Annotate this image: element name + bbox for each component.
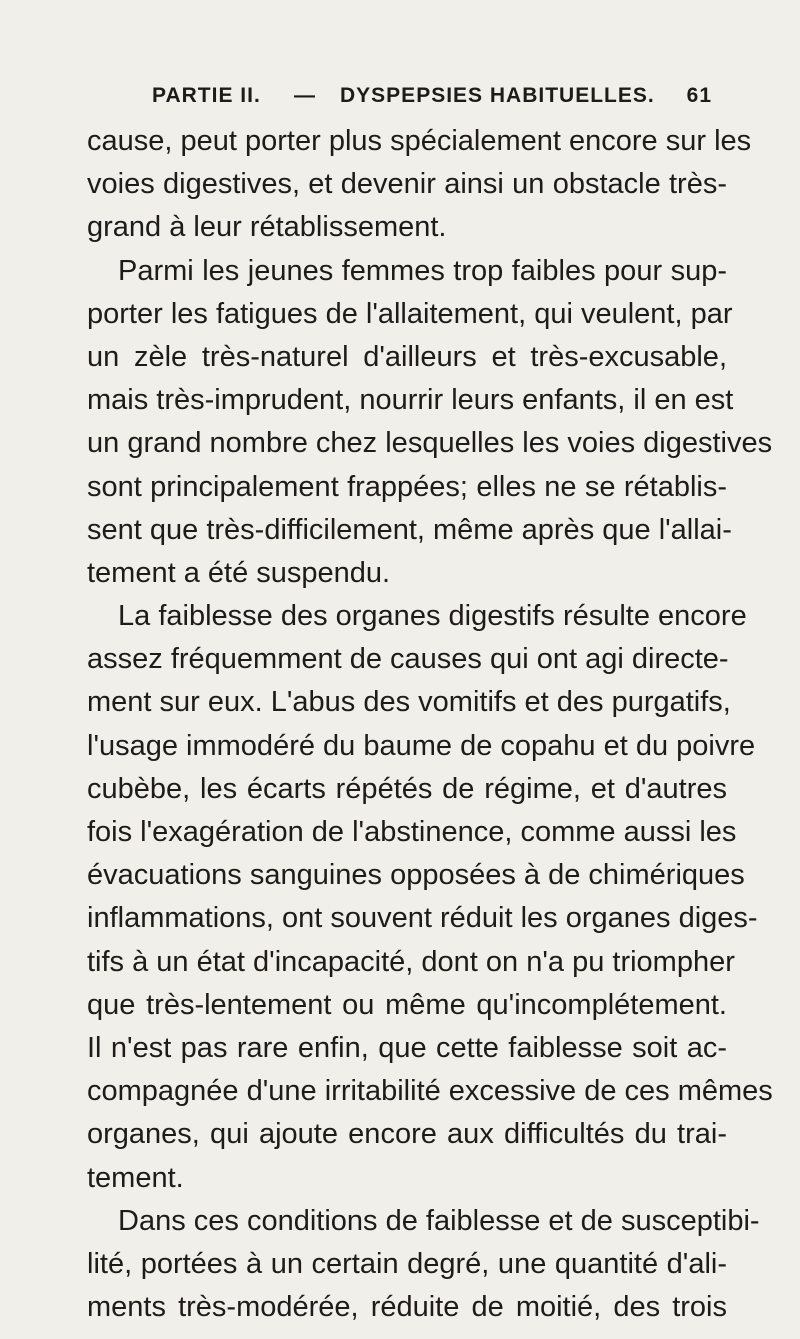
text-line: un zèle très-naturel d'ailleurs et très-excusable, bbox=[87, 340, 727, 373]
text-line: assez fréquemment de causes qui ont agi directe- bbox=[87, 643, 729, 676]
text-line: tement a été suspendu. bbox=[87, 556, 391, 589]
text-line: ments très-modérée, réduite de moitié, des trois bbox=[87, 1291, 727, 1324]
text-line: voies digestives, et devenir ainsi un obstacle très- bbox=[87, 168, 727, 201]
text-line: sent que très-difficilement, même après que l'allai- bbox=[87, 513, 732, 546]
text-line: compagnée d'une irritabilité excessive de ces mêmes bbox=[87, 1075, 773, 1108]
running-head bbox=[152, 84, 712, 118]
text-line: Il n'est pas rare enfin, que cette faiblesse soit ac- bbox=[87, 1031, 727, 1064]
text-line: que très-lentement ou même qu'incomplétement. bbox=[87, 988, 727, 1021]
text-line: ment sur eux. L'abus des vomitifs et des purgatifs, bbox=[87, 686, 731, 719]
text-line: tement. bbox=[87, 1161, 184, 1194]
text-line: Dans ces conditions de faiblesse et de susceptibi- bbox=[118, 1204, 760, 1237]
text-line: lité, portées à un certain degré, une quantité d'ali- bbox=[87, 1247, 727, 1280]
text-line: tifs à un état d'incapacité, dont on n'a pu triompher bbox=[87, 945, 735, 978]
text-line: inflammations, ont souvent réduit les organes diges- bbox=[87, 902, 758, 935]
part-label: PARTIE II. bbox=[152, 84, 261, 107]
text-line: l'usage immodéré du baume de copahu et du poivre bbox=[87, 729, 756, 762]
text-line: sont principalement frappées; elles ne se rétablis- bbox=[87, 470, 727, 503]
text-line: Parmi les jeunes femmes trop faibles pour sup- bbox=[118, 254, 727, 287]
text-line: évacuations sanguines opposées à de chimériques bbox=[87, 859, 745, 892]
header-dash: — bbox=[294, 84, 316, 107]
body-text bbox=[87, 120, 773, 1329]
text-line: porter les fatigues de l'allaitement, qui veulent, par bbox=[87, 297, 733, 330]
text-line: La faiblesse des organes digestifs résulte encore bbox=[118, 600, 747, 633]
chapter-title: DYSPEPSIES HABITUELLES. bbox=[340, 84, 655, 107]
text-line: cause, peut porter plus spécialement encore sur les bbox=[87, 125, 752, 157]
text-line: un grand nombre chez lesquelles les voies digestives bbox=[87, 427, 773, 460]
page-number: 61 bbox=[686, 84, 712, 107]
text-line: mais très-imprudent, nourrir leurs enfants, il en est bbox=[87, 384, 734, 417]
text-line: grand à leur rétablissement. bbox=[87, 211, 447, 244]
text-line: organes, qui ajoute encore aux difficultés du trai- bbox=[87, 1118, 727, 1151]
text-line: cubèbe, les écarts répétés de régime, et d'autres bbox=[87, 772, 727, 805]
text-line: fois l'exagération de l'abstinence, comme aussi les bbox=[87, 816, 737, 848]
